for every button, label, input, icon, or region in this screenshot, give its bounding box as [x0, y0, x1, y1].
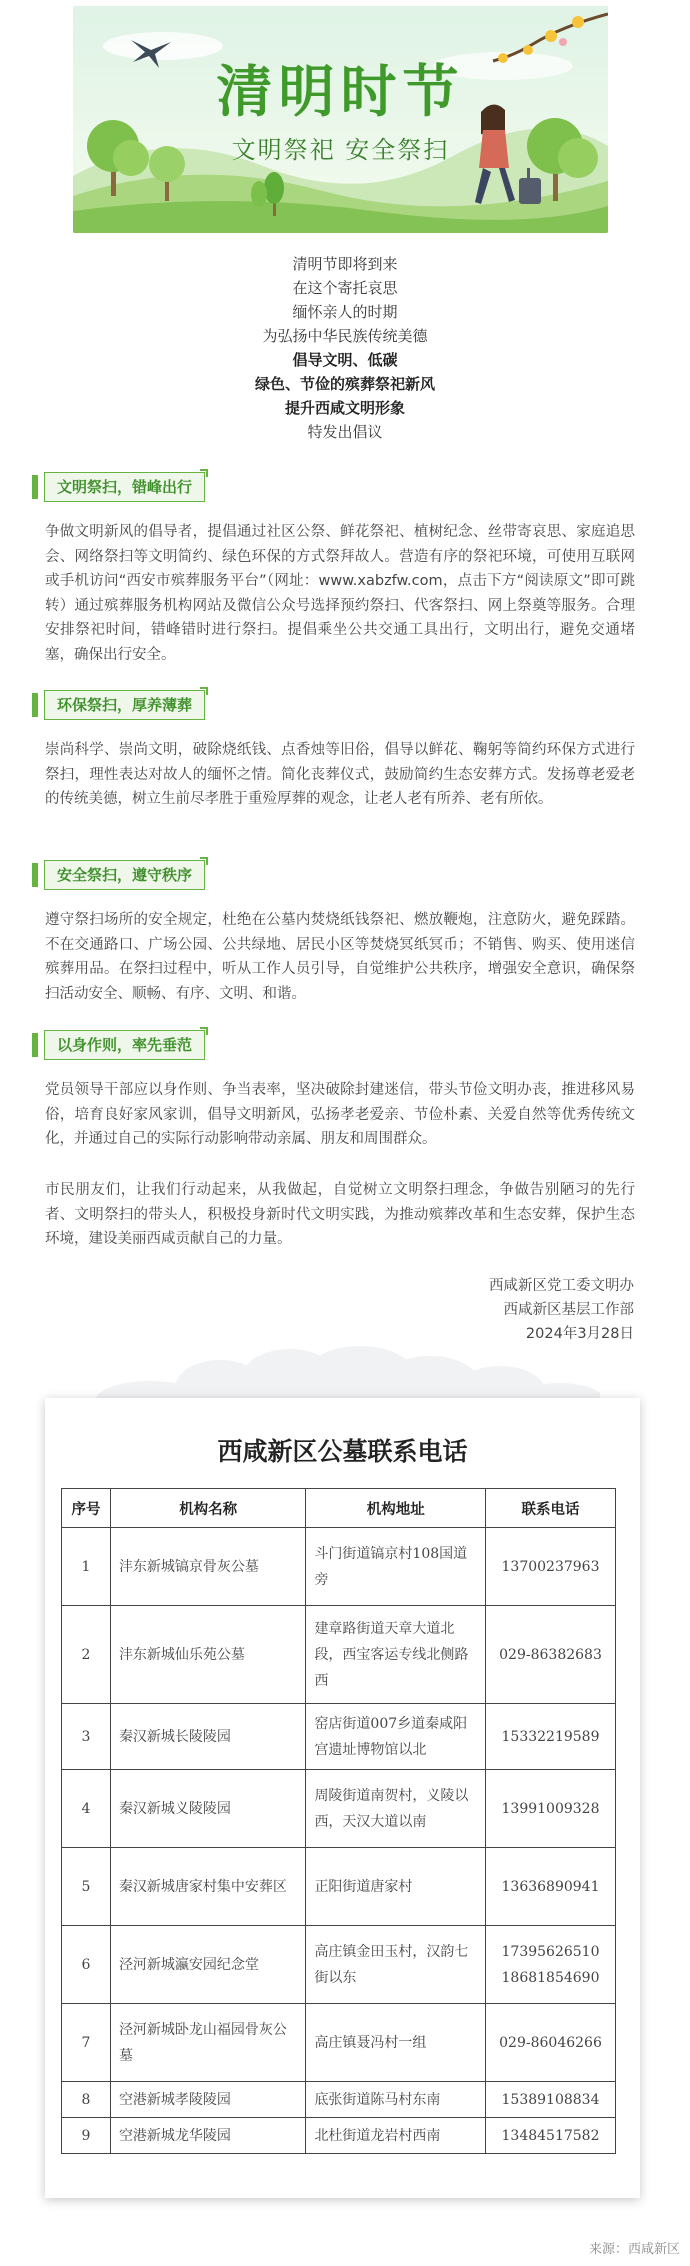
intro-line-bold: 绿色、节俭的殡葬祭祀新风 — [254, 375, 435, 393]
institution-address: 北杜街道龙岩村西南 — [306, 2118, 486, 2154]
institution-address: 建章路街道天章大道北段，西宝客运专线北侧路西 — [306, 1606, 486, 1704]
source-credit: 来源：西咸新区 — [588, 2242, 680, 2257]
section-paragraph: 党员领导干部应以身作则、争当表率，坚决破除封建迷信，带头节俭文明办丧，推进移风易俗，培育良好家风家训，倡导文明新风，弘扬孝老爱亲、节俭朴素、关爱自然等优秀传统文化，并通过自己的实际行动影响带动亲属、朋友和周围群众。 — [45, 1082, 635, 1147]
row-index: 5 — [62, 1848, 111, 1926]
banner-title: 清明时节 — [216, 60, 465, 125]
section-paragraph: 争做文明新风的倡导者，提倡通过社区公祭、鲜花祭祀、植树纪念、丝带寄哀思、家庭追思会、网络祭扫等文明简约、绿色环保的方式祭拜故人。营造有序的祭祀环境，可使用互联网或手机访问“西安市殡葬服务平台”（网址：www.xabzfw.com，点击下方“阅读原文”即可跳转）通过殡葬服务机构网站及微信公众号选择预约祭扫、代客祭扫、网上祭奠等服务。合理安排祭祀时间，错峰错时进行祭扫。提倡乘坐公共交通工具出行，文明出行，避免交通堵塞，确保出行安全。 — [45, 524, 635, 663]
contact-phone: 13636890941 — [486, 1848, 616, 1926]
table-title: 西咸新区公墓联系电话 — [217, 1437, 468, 1466]
institution-address: 高庄镇聂冯村一组 — [306, 2004, 486, 2082]
table-row — [62, 1606, 616, 1704]
row-index: 7 — [62, 2004, 111, 2082]
table-row — [62, 1528, 616, 1606]
table-header-row — [62, 1489, 616, 1528]
table-row — [62, 1770, 616, 1848]
institution-name: 空港新城龙华陵园 — [110, 2118, 306, 2154]
intro-line: 特发出倡议 — [307, 423, 383, 441]
institution-address: 高庄镇金田玉村，汉韵七街以东 — [306, 1926, 486, 2004]
institution-address: 正阳街道唐家村 — [306, 1848, 486, 1926]
row-index: 9 — [62, 2118, 111, 2154]
cemetery-contact-table — [61, 1488, 616, 2154]
contact-phone: 15332219589 — [486, 1704, 616, 1770]
section-paragraph: 市民朋友们，让我们行动起来，从我做起，自觉树立文明祭扫理念，争做告别陋习的先行者、文明祭扫的带头人，积极投身新时代文明实践，为推动殡葬改革和生态安葬，保护生态环境，建设美丽西咸贡献自己的力量。 — [45, 1182, 635, 1247]
intro-line: 清明节即将到来 — [292, 255, 398, 273]
section-heading-label: 安全祭扫，遵守秩序 — [44, 860, 205, 890]
intro-line-bold: 倡导文明、低碳 — [292, 351, 398, 369]
column-header: 序号 — [62, 1489, 111, 1528]
intro-line: 在这个寄托哀思 — [292, 279, 398, 297]
institution-address: 窑店街道007乡道秦咸阳宫遗址博物馆以北 — [306, 1704, 486, 1770]
contact-phone: 17395626510 18681854690 — [486, 1926, 616, 2004]
table-row — [62, 1926, 616, 2004]
institution-name: 秦汉新城唐家村集中安葬区 — [110, 1848, 306, 1926]
section-heading-label: 文明祭扫，错峰出行 — [44, 472, 205, 502]
section-paragraph: 崇尚科学、崇尚文明，破除烧纸钱、点香烛等旧俗，倡导以鲜花、鞠躬等简约环保方式进行祭扫，理性表达对故人的缅怀之情。简化丧葬仪式，鼓励简约生态安葬方式。发扬尊老爱老的传统美德，树立生前尽孝胜于重殓厚葬的观念，让老人老有所养、老有所依。 — [45, 742, 635, 807]
row-index: 2 — [62, 1606, 111, 1704]
heading-bar — [32, 693, 38, 717]
section-heading-label: 环保祭扫，厚养薄葬 — [44, 690, 205, 720]
institution-name: 空港新城孝陵陵园 — [110, 2082, 306, 2118]
row-index: 6 — [62, 1926, 111, 2004]
table-row — [62, 2118, 616, 2154]
signature-date: 2024年3月28日 — [525, 1326, 634, 1342]
institution-name: 沣东新城仙乐苑公墓 — [110, 1606, 306, 1704]
cemetery-contact-card — [45, 1398, 640, 2198]
section-paragraph: 遵守祭扫场所的安全规定，杜绝在公墓内焚烧纸钱祭祀、燃放鞭炮，注意防火，避免踩踏。不在交通路口、广场公园、公共绿地、居民小区等焚烧冥纸冥币；不销售、购买、使用迷信殡葬用品。在祭扫过程中，听从工作人员引导，自觉维护公共秩序，增强安全意识，确保祭扫活动安全、顺畅、有序、文明、和谐。 — [45, 912, 635, 1002]
contact-phone: 13700237963 — [486, 1528, 616, 1606]
contact-phone: 15389108834 — [486, 2082, 616, 2118]
signature-org: 西咸新区基层工作部 — [503, 1302, 634, 1318]
intro-line-bold: 提升西咸文明形象 — [284, 399, 405, 417]
intro-line: 缅怀亲人的时期 — [292, 303, 398, 321]
contact-phone: 13484517582 — [486, 2118, 616, 2154]
contact-phone: 13991009328 — [486, 1770, 616, 1848]
institution-name: 秦汉新城义陵陵园 — [110, 1770, 306, 1848]
section-heading-label: 以身作则，率先垂范 — [44, 1030, 205, 1060]
heading-bar — [32, 863, 38, 887]
intro-line: 为弘扬中华民族传统美德 — [262, 327, 428, 345]
institution-name: 泾河新城瀛安园纪念堂 — [110, 1926, 306, 2004]
table-row — [62, 2004, 616, 2082]
intro-block — [0, 252, 690, 444]
contact-phone: 029-86046266 — [486, 2004, 616, 2082]
heading-bar — [32, 475, 38, 499]
signature-block — [334, 1274, 634, 1346]
column-header: 机构名称 — [110, 1489, 306, 1528]
institution-name: 泾河新城卧龙山福园骨灰公墓 — [110, 2004, 306, 2082]
row-index: 8 — [62, 2082, 111, 2118]
banner-subtitle: 文明祭祀 安全祭扫 — [231, 136, 450, 164]
institution-address: 斗门街道镐京村108国道旁 — [306, 1528, 486, 1606]
column-header: 联系电话 — [486, 1489, 616, 1528]
institution-name: 秦汉新城长陵陵园 — [110, 1704, 306, 1770]
signature-org: 西咸新区党工委文明办 — [489, 1278, 634, 1294]
row-index: 3 — [62, 1704, 111, 1770]
contact-phone: 029-86382683 — [486, 1606, 616, 1704]
institution-address: 周陵街道南贺村，义陵以西，天汉大道以南 — [306, 1770, 486, 1848]
institution-address: 底张街道陈马村东南 — [306, 2082, 486, 2118]
heading-bar — [32, 1033, 38, 1057]
institution-name: 沣东新城镐京骨灰公墓 — [110, 1528, 306, 1606]
table-row — [62, 2082, 616, 2118]
row-index: 4 — [62, 1770, 111, 1848]
column-header: 机构地址 — [306, 1489, 486, 1528]
table-row — [62, 1848, 616, 1926]
row-index: 1 — [62, 1528, 111, 1606]
table-row — [62, 1704, 616, 1770]
